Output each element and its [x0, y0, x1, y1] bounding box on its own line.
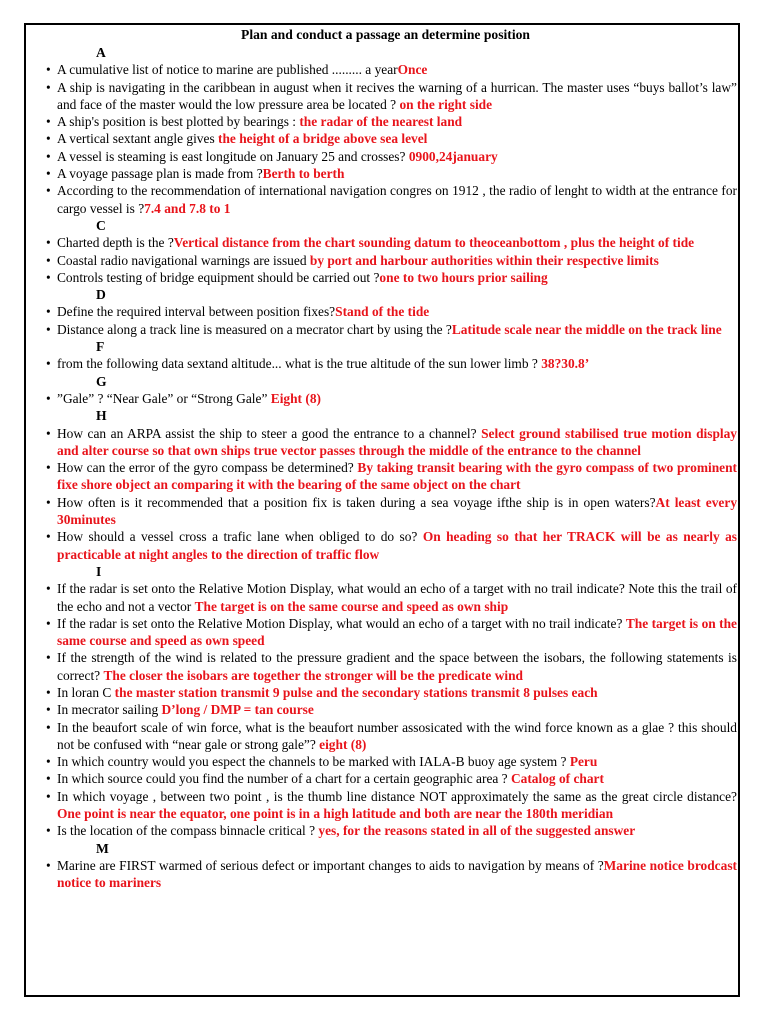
qa-content — [30, 44, 737, 892]
question-text: In which voyage , between two point , is the thumb line distance NOT approximately the same as the great circle distance? — [57, 788, 737, 804]
answer-text: Eight (8) — [270, 390, 321, 406]
question-text: Distance along a track line is measured on a mecrator chart by using the ? — [57, 321, 452, 337]
question-list — [30, 857, 737, 892]
list-item — [30, 269, 737, 286]
list-item — [30, 788, 737, 823]
list-item — [30, 390, 737, 407]
answer-text: One point is near the equator, one point is in a high latitude and both are near the 180th meridian — [57, 806, 614, 822]
question-text: A ship is navigating in the caribbean in august when it recives the warning of a hurrican. The master uses “buys ballot’s law” and face of the master would the low pressure area be located ? — [57, 79, 737, 112]
answer-text: On heading so that her TRACK will be as nearly as practicable at night angles to the direction of traffic flow — [57, 529, 737, 562]
question-text: Marine are FIRST warmed of serious defect or important changes to aids to navigation by means of ? — [57, 857, 604, 873]
question-text: A vessel is steaming is east longitude on January 25 and crosses? — [57, 148, 409, 164]
question-text: If the radar is set onto the Relative Motion Display, what would an echo of a target with no trail indicate? — [57, 615, 626, 631]
list-item — [30, 615, 737, 650]
question-list — [30, 303, 737, 338]
list-item — [30, 494, 737, 529]
answer-text: Vertical distance from the chart sounding datum to theoceanbottom , plus the height of tide — [173, 235, 695, 251]
question-text: Controls testing of bridge equipment should be carried out ? — [57, 269, 380, 285]
question-text: A vertical sextant angle gives — [57, 131, 219, 147]
question-text: A cumulative list of notice to marine are published ......... a year — [57, 62, 398, 78]
question-text: Charted depth is the ? — [57, 235, 174, 251]
answer-text: eight (8) — [319, 736, 367, 752]
answer-text: Catalog of chart — [510, 771, 604, 787]
list-item — [30, 753, 737, 770]
question-text: In loran C — [57, 684, 115, 700]
question-text: Coastal radio navigational warnings are issued — [57, 252, 310, 268]
answer-text: Stand of the tide — [335, 304, 430, 320]
list-item — [30, 719, 737, 754]
question-text: How often is it recommended that a position fix is taken during a sea voyage ifthe ship is in open waters? — [57, 494, 656, 510]
question-list — [30, 580, 737, 839]
section-letter: G — [96, 373, 107, 389]
answer-text: The closer the isobars are together the stronger will be the predicate wind — [103, 667, 523, 683]
answer-text: 0900,24january — [408, 148, 498, 164]
list-item — [30, 459, 737, 494]
list-item — [30, 649, 737, 684]
question-text: from the following data sextand altitude... what is the true altitude of the sun lower limb ? — [57, 356, 542, 372]
answer-text: the height of a bridge above sea level — [218, 131, 428, 147]
question-text: Define the required interval between position fixes? — [57, 304, 336, 320]
answer-text: on the right side — [399, 96, 493, 112]
question-text: How should a vessel cross a trafic lane when obliged to do so? — [57, 529, 423, 545]
answer-text: Berth to berth — [262, 166, 345, 182]
answer-text: Select ground stabilised true motion display and alter course so that own ships true vector passes through the middle of the entrance to the channel — [57, 425, 738, 458]
answer-text: 7.4 and 7.8 to 1 — [144, 200, 231, 216]
list-item — [30, 701, 737, 718]
list-item — [30, 425, 737, 460]
list-item — [30, 252, 737, 269]
question-list — [30, 61, 737, 217]
answer-text: 38?30.8’ — [541, 356, 590, 372]
list-item — [30, 79, 737, 114]
question-text: According to the recommendation of international navigation congres on 1912 , the radio of lenght to width at the entrance for cargo vessel is ? — [57, 183, 737, 216]
answer-text: By taking transit bearing with the gyro compass of two prominent fixe shore object an comparing it with the bearing of the same object on the chart — [57, 460, 737, 493]
section-letter: F — [96, 339, 105, 355]
question-text: How can the error of the gyro compass be determined? — [57, 460, 358, 476]
answer-text: one to two hours prior sailing — [379, 269, 548, 285]
list-item — [30, 234, 737, 251]
list-item — [30, 165, 737, 182]
question-text: A voyage passage plan is made from ? — [57, 166, 263, 182]
question-list — [30, 355, 737, 372]
section-letter: M — [96, 840, 109, 856]
answer-text: Latitude scale near the middle on the track line — [451, 321, 722, 337]
answer-text: Once — [397, 62, 428, 78]
list-item — [30, 770, 737, 787]
answer-text: Marine notice brodcast notice to mariners — [57, 857, 737, 891]
answer-text: At least every 30minutes — [57, 494, 738, 528]
section-letter: D — [96, 287, 106, 303]
question-text: In which country would you espect the channels to be marked with IALA-B buoy age system ? — [57, 754, 570, 770]
list-item — [30, 822, 737, 839]
list-item — [30, 355, 737, 372]
question-list — [30, 234, 737, 286]
question-text: A ship's position is best plotted by bearings : — [57, 114, 300, 130]
question-list — [30, 390, 737, 407]
list-item — [30, 857, 737, 892]
list-item — [30, 684, 737, 701]
list-item — [30, 182, 737, 217]
question-text: If the strength of the wind is related to the pressure gradient and the space between the isobars, the following statements is correct? — [57, 650, 737, 683]
question-text: In mecrator sailing — [57, 702, 162, 718]
question-list — [30, 425, 737, 563]
question-text: If the radar is set onto the Relative Motion Display, what would an echo of a target with no trail indicate? Note this the trail of the echo and not a vector — [57, 581, 737, 614]
answer-text: The target is on the same course and speed as own speed — [57, 615, 737, 649]
document-frame — [24, 23, 740, 997]
page-title: Plan and conduct a passage an determine position — [241, 27, 530, 42]
answer-text: the master station transmit 9 pulse and the secondary stations transmit 8 pulses each — [114, 684, 598, 700]
section-letter: C — [96, 217, 106, 233]
answer-text: the radar of the nearest land — [299, 114, 463, 130]
question-text: In which source could you find the number of a chart for a certain geographic area ? — [57, 771, 511, 787]
list-item — [30, 130, 737, 147]
list-item — [30, 113, 737, 130]
list-item — [30, 61, 737, 78]
answer-text: by port and harbour authorities within their respective limits — [309, 252, 659, 268]
list-item — [30, 148, 737, 165]
section-letter: A — [96, 45, 106, 60]
answer-text: Peru — [569, 754, 598, 770]
list-item — [30, 303, 737, 320]
question-text: ”Gale” ? “Near Gale” or “Strong Gale” — [57, 390, 271, 406]
answer-text: yes, for the reasons stated in all of the suggested answer — [318, 823, 636, 839]
section-letter: I — [96, 563, 102, 579]
answer-text: The target is on the same course and speed as own ship — [194, 598, 509, 614]
answer-text: D’long / DMP = tan course — [161, 702, 314, 718]
question-text: Is the location of the compass binnacle critical ? — [57, 823, 319, 839]
list-item — [30, 528, 737, 563]
section-letter: H — [96, 408, 107, 424]
list-item — [30, 580, 737, 615]
question-text: In the beaufort scale of win force, what is the beaufort number assosicated with the wind force known as a glae ? this should not be confused with “near gale or strong gale”? — [57, 719, 737, 752]
list-item — [30, 321, 737, 338]
question-text: How can an ARPA assist the ship to steer a good the entrance to a channel? — [57, 425, 482, 441]
